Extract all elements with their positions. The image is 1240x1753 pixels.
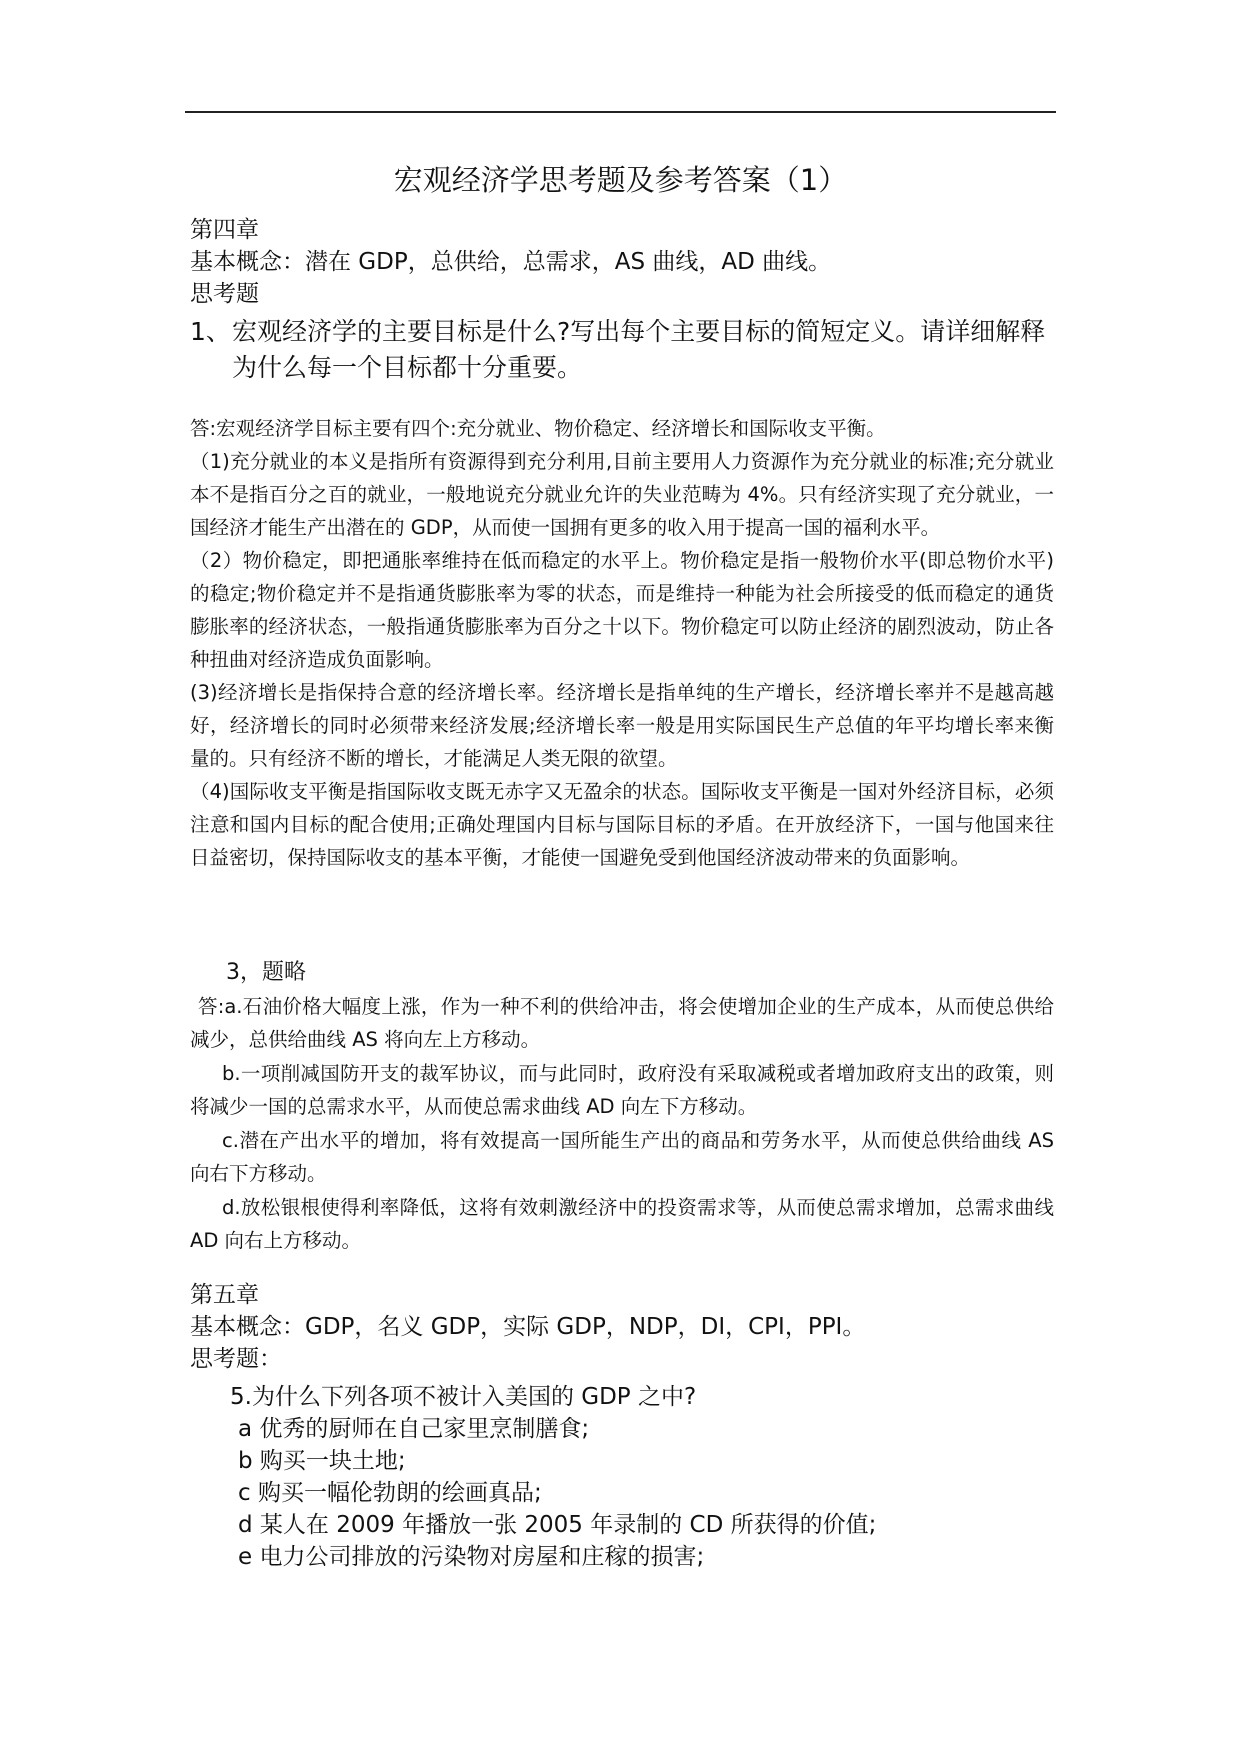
list-item: e 电力公司排放的污染物对房屋和庄稼的损害; xyxy=(238,1544,705,1570)
chapter5-header xyxy=(190,1279,865,1375)
list-item: a 优秀的厨师在自己家里烹制膳食; xyxy=(238,1416,590,1442)
answer-1-paragraph: （1)充分就业的本义是指所有资源得到充分利用,目前主要用人力资源作为充分就业的标准;充分就业本不是指百分之百的就业，一般地说充分就业允许的失业范畴为 4%。只有经济实现了充分就业，一国经济才能生产出潜在的 GDP，从而使一国拥有更多的收入用于提高一国的福利水平。 xyxy=(190,450,1054,539)
chapter4-heading: 第四章 xyxy=(190,217,259,243)
chapter5-questions-label: 思考题： xyxy=(190,1346,282,1372)
answer-3-item-d: d.放松银根使得利率降低，这将有效刺激经济中的投资需求等，从而使总需求增加，总需求曲线 AD 向右上方移动。 xyxy=(190,1196,1054,1252)
answer-1-paragraph: （2）物价稳定，即把通胀率维持在低而稳定的水平上。物价稳定是指一般物价水平(即总物价水平)的稳定;物价稳定并不是指通货膨胀率为零的状态，而是维持一种能为社会所接受的低而稳定的通货膨胀率的经济状态，一般指通货膨胀率为百分之十以下。物价稳定可以防止经济的剧烈波动，防止各种扭曲对经济造成负面影响。 xyxy=(190,549,1054,671)
list-item: b 购买一块土地; xyxy=(238,1448,406,1474)
chapter4-questions-label: 思考题 xyxy=(190,281,259,307)
chapter4-concepts: 基本概念：潜在 GDP，总供给，总需求，AS 曲线，AD 曲线。 xyxy=(190,249,832,275)
header-rule xyxy=(185,111,1056,113)
answer-3-item-a: 答:a.石油价格大幅度上涨，作为一种不利的供给冲击，将会使增加企业的生产成本，从而使总供给减少，总供给曲线 AS 将向左上方移动。 xyxy=(190,995,1054,1051)
chapter5-heading: 第五章 xyxy=(190,1282,259,1308)
question-5-title: 5.为什么下列各项不被计入美国的 GDP 之中? xyxy=(230,1384,697,1410)
document-title: 宏观经济学思考题及参考答案（1） xyxy=(393,163,848,197)
chapter5-concepts: 基本概念：GDP，名义 GDP，实际 GDP，NDP，DI，CPI，PPI。 xyxy=(190,1314,866,1340)
list-item: d 某人在 2009 年播放一张 2005 年录制的 CD 所获得的价值; xyxy=(238,1512,877,1538)
list-item: c 购买一幅伦勃朗的绘画真品; xyxy=(238,1480,542,1506)
answer-3-item-b: b.一项削减国防开支的裁军协议，而与此同时，政府没有采取减税或者增加政府支出的政策，则将减少一国的总需求水平，从而使总需求曲线 AD 向左下方移动。 xyxy=(190,1062,1054,1118)
answer-1-paragraph: (3)经济增长是指保持合意的经济增长率。经济增长是指单纯的生产增长，经济增长率并不是越高越好，经济增长的同时必须带来经济发展;经济增长率一般是用实际国民生产总值的年平均增长率来衡量的。只有经济不断的增长，才能满足人类无限的欲望。 xyxy=(190,681,1054,770)
question-5-items xyxy=(230,1413,876,1573)
question-3-heading: 3，题略 xyxy=(226,960,306,985)
answer-1-intro: 答:宏观经济学目标主要有四个:充分就业、物价稳定、经济增长和国际收支平衡。 xyxy=(190,417,886,440)
question-1-text: 宏观经济学的主要目标是什么?写出每个主要目标的简短定义。请详细解释为什么每一个目标都十分重要。 xyxy=(232,317,1046,382)
answer-1-paragraph: （4)国际收支平衡是指国际收支既无赤字又无盈余的状态。国际收支平衡是一国对外经济目标，必须注意和国内目标的配合使用;正确处理国内目标与国际目标的矛盾。在开放经济下，一国与他国来往日益密切，保持国际收支的基本平衡，才能使一国避免受到他国经济波动带来的负面影响。 xyxy=(190,780,1054,869)
answer-1 xyxy=(190,412,1054,874)
question-1-number: 1、 xyxy=(190,317,231,346)
answer-3 xyxy=(190,990,1054,1258)
question-5 xyxy=(230,1381,876,1573)
question-1 xyxy=(190,314,1050,386)
answer-3-item-c: c.潜在产出水平的增加，将有效提高一国所能生产出的商品和劳务水平，从而使总供给曲线 AS 向右下方移动。 xyxy=(190,1129,1054,1185)
